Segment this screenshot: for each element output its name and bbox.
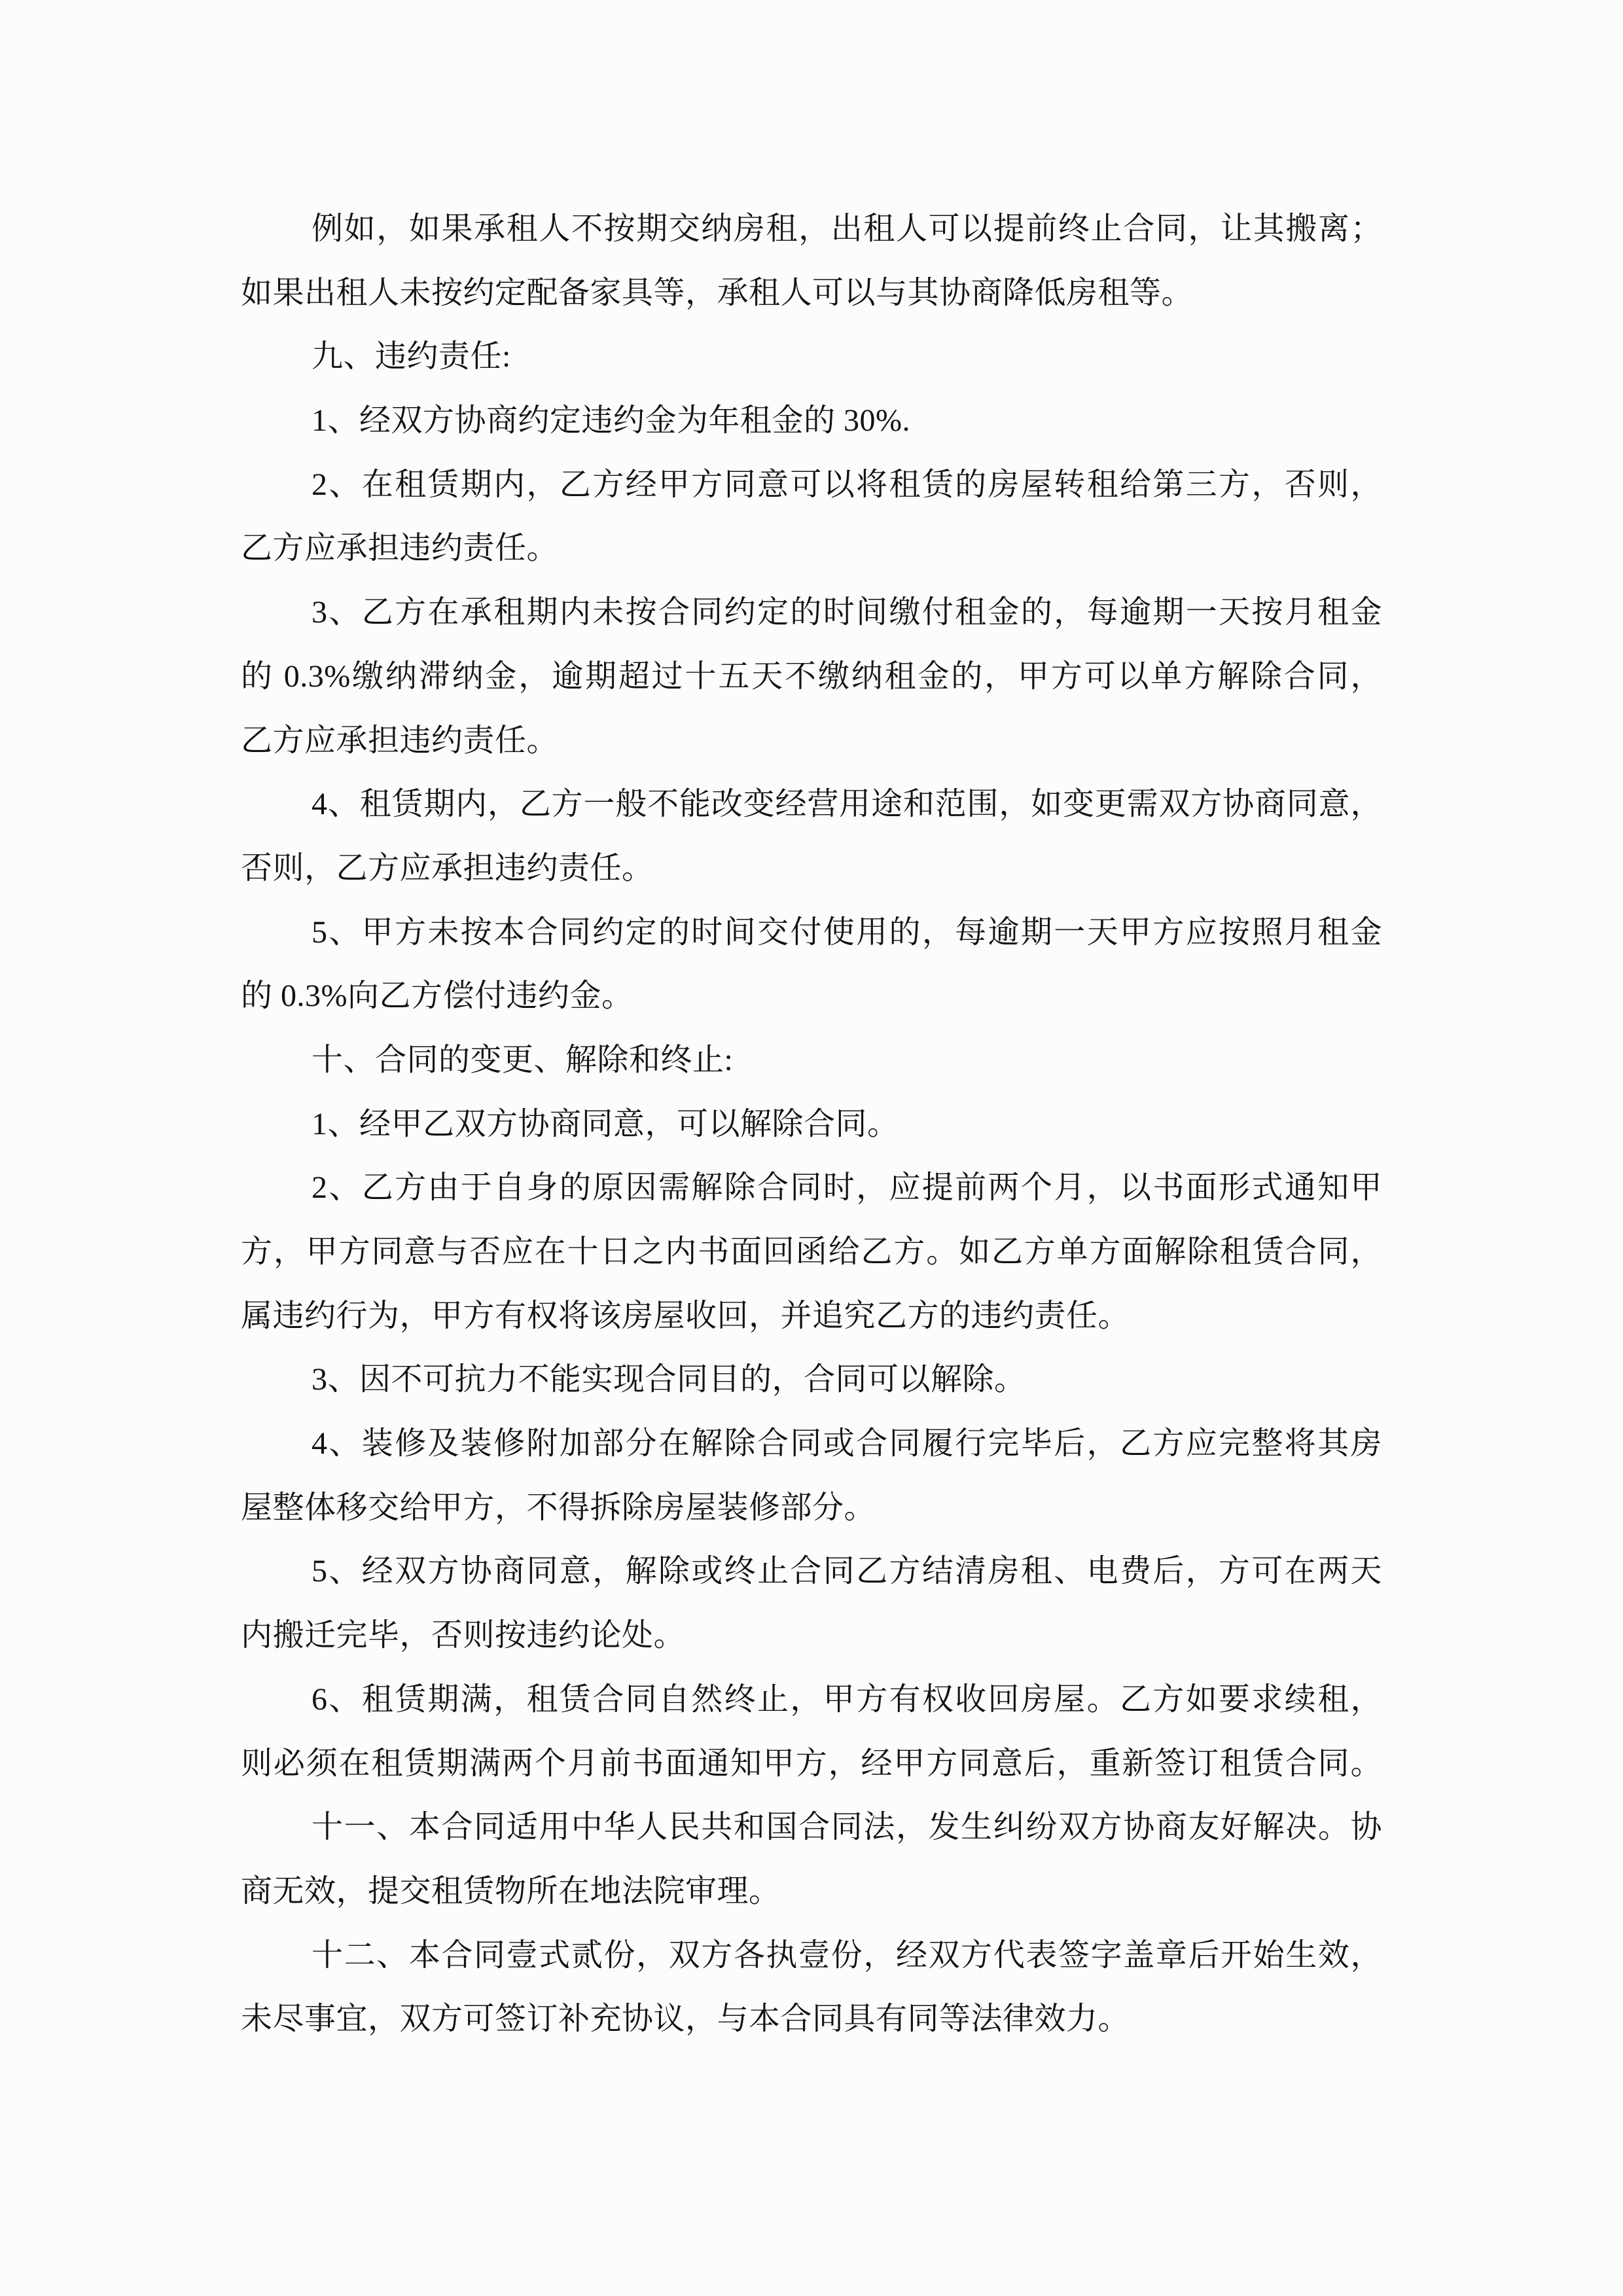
text-line: 1、经双方协商约定违约金为年租金的 30%. <box>312 403 910 439</box>
text-line: 未尽事宜，双方可签订补充协议，与本合同具有同等法律效力。 <box>241 2001 1130 2037</box>
text-line: 2、乙方由于自身的原因需解除合同时，应提前两个月，以书面形式通知甲 <box>312 1170 1382 1206</box>
text-line: 2、在租赁期内，乙方经甲方同意可以将租赁的房屋转租给第三方，否则， <box>312 467 1382 502</box>
text-line: 的 0.3%向乙方偿付违约金。 <box>241 978 633 1014</box>
text-line: 乙方应承担违约责任。 <box>241 723 559 758</box>
text-line: 1、经甲乙双方协商同意，可以解除合同。 <box>312 1106 899 1141</box>
text-line: 如果出租人未按约定配备家具等，承租人可以与其协商降低房租等。 <box>241 275 1194 310</box>
text-line: 九、违约责任: <box>312 339 511 374</box>
text-line: 屋整体移交给甲方，不得拆除房屋装修部分。 <box>241 1490 876 1525</box>
text-line: 乙方应承担违约责任。 <box>241 531 559 566</box>
text-line: 的 0.3%缴纳滞纳金，逾期超过十五天不缴纳租金的，甲方可以单方解除合同， <box>241 658 1382 694</box>
text-line: 十一、本合同适用中华人民共和国合同法，发生纠纷双方协商友好解决。协 <box>312 1810 1382 1845</box>
text-line: 例如，如果承租人不按期交纳房租，出租人可以提前终止合同，让其搬离； <box>312 211 1382 246</box>
text-line: 4、租赁期内，乙方一般不能改变经营用途和范围，如变更需双方协商同意， <box>312 787 1382 822</box>
text-line: 3、因不可抗力不能实现合同目的，合同可以解除。 <box>312 1362 1026 1397</box>
text-line: 5、甲方未按本合同约定的时间交付使用的，每逾期一天甲方应按照月租金 <box>312 914 1382 950</box>
text-line: 十二、本合同壹式贰份，双方各执壹份，经双方代表签字盖章后开始生效， <box>312 1937 1382 1973</box>
text-line: 5、经双方协商同意，解除或终止合同乙方结清房租、电费后，方可在两天 <box>312 1554 1382 1589</box>
text-line: 十、合同的变更、解除和终止: <box>312 1042 734 1077</box>
text-line: 方，甲方同意与否应在十日之内书面回函给乙方。如乙方单方面解除租赁合同， <box>241 1234 1382 1269</box>
text-line: 4、装修及装修附加部分在解除合同或合同履行完毕后，乙方应完整将其房 <box>312 1426 1382 1462</box>
text-line: 则必须在租赁期满两个月前书面通知甲方，经甲方同意后，重新签订租赁合同。 <box>241 1746 1382 1781</box>
text-line: 6、租赁期满，租赁合同自然终止，甲方有权收回房屋。乙方如要求续租， <box>312 1681 1382 1717</box>
text-line: 内搬迁完毕，否则按违约论处。 <box>241 1618 686 1653</box>
text-line: 商无效，提交租赁物所在地法院审理。 <box>241 1873 781 1909</box>
text-line: 否则，乙方应承担违约责任。 <box>241 850 654 886</box>
text-line: 3、乙方在承租期内未按合同约定的时间缴付租金的，每逾期一天按月租金 <box>312 595 1382 630</box>
text-line: 属违约行为，甲方有权将该房屋收回，并追究乙方的违约责任。 <box>241 1298 1130 1333</box>
document-body <box>241 197 1382 2051</box>
